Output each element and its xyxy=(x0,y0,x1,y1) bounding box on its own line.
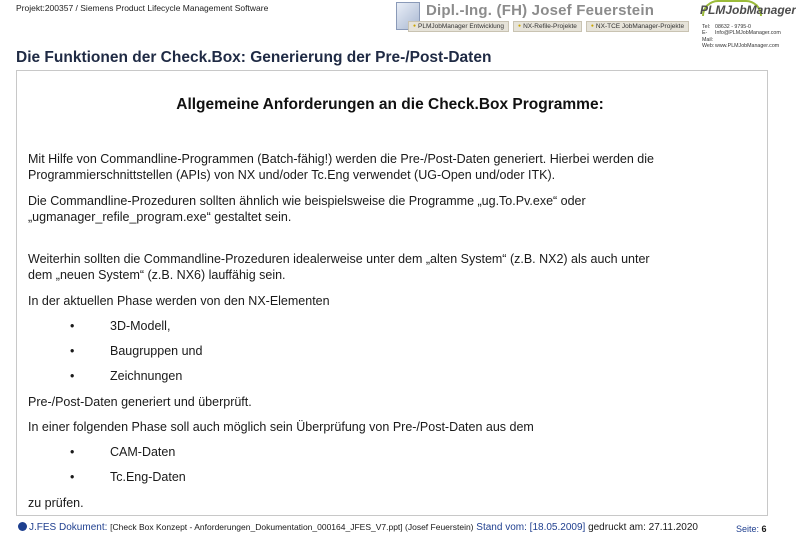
list-item: 3D-Modell, xyxy=(110,319,171,333)
paragraph-check: zu prüfen. xyxy=(28,496,84,510)
footer-author: J.FES xyxy=(29,522,57,533)
footer xyxy=(18,522,698,533)
footer-status-date: [18.05.2009] xyxy=(529,522,586,533)
page-number-value: 6 xyxy=(761,524,767,534)
footer-print-label: gedruckt am: xyxy=(588,522,646,533)
list-item: Zeichnungen xyxy=(110,369,183,383)
paragraph-line: Mit Hilfe von Commandline-Programmen (Batch-fähig!) werden die Pre-/Post-Daten generiert. Hierbei werden die xyxy=(28,152,654,166)
bullet-icon: • xyxy=(70,470,75,484)
company-link-refile[interactable]: ● NX-Refile-Projekte xyxy=(513,21,582,32)
bullet-icon: • xyxy=(70,319,75,333)
project-line: Projekt:200357 / Siemens Product Lifecycle Management Software xyxy=(16,3,269,13)
paragraph-commandline xyxy=(28,151,753,183)
page-title: Die Funktionen der Check.Box: Generierung der Pre-/Post-Daten xyxy=(16,49,492,66)
company-link-jobmanager[interactable]: ● PLMJobManager Entwicklung xyxy=(408,21,509,32)
contact-web-value[interactable]: www.PLMJobManager.com xyxy=(715,43,780,50)
company-link-tce[interactable]: ● NX-TCE JobManager-Projekte xyxy=(586,21,689,32)
footer-dot-icon xyxy=(18,522,27,531)
contact-email-value[interactable]: Info@PLMJobManager.com xyxy=(715,30,781,37)
paragraph-procedures xyxy=(28,193,753,225)
footer-doc-label: Dokument: xyxy=(59,522,108,533)
contact-tel-label: Tel: xyxy=(702,24,711,30)
footer-print-date: 27.11.2020 xyxy=(648,522,698,533)
paragraph-line: „ugmanager_refile_program.exe“ gestaltet sein. xyxy=(28,210,292,224)
paragraph-current-phase: In der aktuellen Phase werden von den NX-Elementen xyxy=(28,294,330,308)
paragraph-generated: Pre-/Post-Daten generiert und überprüft. xyxy=(28,395,252,409)
logo-text: PLMJobManager xyxy=(700,3,796,17)
bullet-icon: • xyxy=(70,445,75,459)
company-banner xyxy=(396,2,694,40)
footer-doc-name: [Check Box Konzept - Anforderungen_Dokumentation_000164_JFES_V7.ppt] (Josef Feuerstein) xyxy=(110,522,474,532)
paragraph-line: Die Commandline-Prozeduren sollten ähnlich wie beispielsweise die Programme „ug.To.Pv.exe“ oder xyxy=(28,194,586,208)
footer-status-label: Stand vom: xyxy=(476,522,527,533)
page-number-label: Seite: xyxy=(736,524,760,534)
contact-tel-value: 08632 - 9795-0 xyxy=(715,24,751,30)
section-heading: Allgemeine Anforderungen an die Check.Box Programme: xyxy=(176,96,604,113)
contact-email-label: E-Mail: xyxy=(702,30,714,43)
paragraph-line: Programmierschnittstellen (APIs) von NX und/oder Tc.Eng verwendet (UG-Open und/oder ITK). xyxy=(28,168,556,182)
contact-web-label: Web: xyxy=(702,43,715,50)
paragraph-next-phase: In einer folgenden Phase soll auch möglich sein Überprüfung von Pre-/Post-Daten aus dem xyxy=(28,420,534,434)
bullet-icon: • xyxy=(70,344,75,358)
company-links xyxy=(408,21,689,32)
list-item: Baugruppen und xyxy=(110,344,203,358)
paragraph-line: Weiterhin sollten die Commandline-Prozeduren idealerweise unter dem „alten System“ (z.B. NX2) als auch unter xyxy=(28,252,650,266)
company-name: Dipl.-Ing. (FH) Josef Feuerstein xyxy=(426,2,655,19)
list-item: Tc.Eng-Daten xyxy=(110,470,186,484)
contact-block xyxy=(702,24,781,50)
bullet-icon: • xyxy=(70,369,75,383)
paragraph-compatibility xyxy=(28,251,753,283)
paragraph-line: dem „neuen System“ (z.B. NX6) lauffähig sein. xyxy=(28,268,286,282)
page-number xyxy=(736,524,767,534)
list-item: CAM-Daten xyxy=(110,445,176,459)
